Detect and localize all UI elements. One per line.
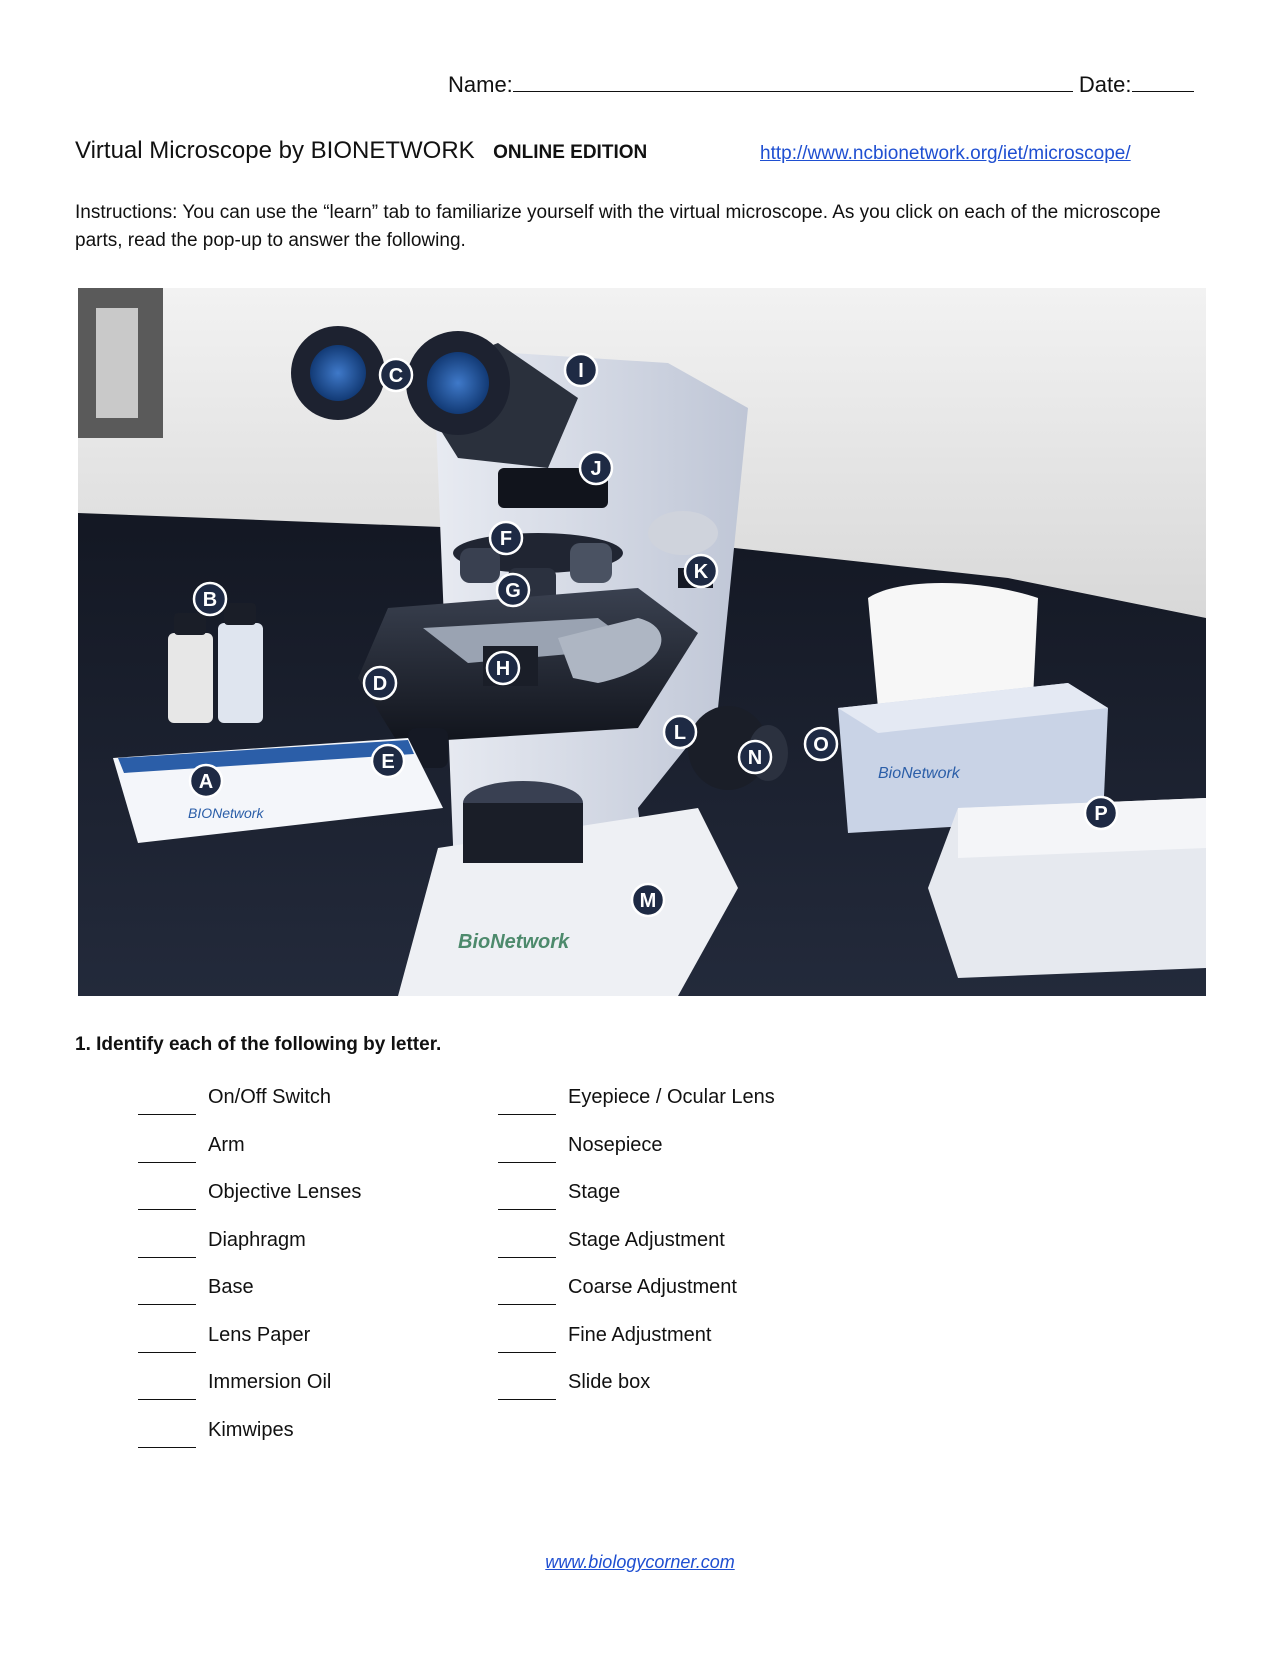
- marker-letter: P: [1094, 803, 1108, 825]
- marker-letter: E: [381, 751, 395, 773]
- marker-o: [805, 728, 837, 760]
- lens-paper-text: BIONetwork: [188, 805, 264, 821]
- answer-blank[interactable]: [138, 1162, 196, 1163]
- marker-l: [664, 716, 696, 748]
- base-logo-text: BioNetwork: [458, 931, 570, 953]
- title-edition: ONLINE EDITION: [493, 142, 648, 163]
- answer-item: [138, 1324, 498, 1354]
- answer-blank[interactable]: [138, 1257, 196, 1258]
- microscope-image: [78, 288, 1206, 996]
- answer-item: [138, 1371, 498, 1401]
- part-label: Nosepiece: [568, 1133, 663, 1156]
- part-label: Lens Paper: [208, 1323, 311, 1346]
- part-label: Stage: [568, 1181, 621, 1203]
- marker-c: [380, 359, 412, 391]
- microscope-link[interactable]: http://www.ncbionetwork.org/iet/microscope/: [760, 143, 1131, 164]
- part-label: Fine Adjustment: [568, 1323, 712, 1346]
- answer-blank[interactable]: [498, 1114, 556, 1115]
- marker-letter: F: [499, 528, 513, 550]
- answer-item: [138, 1229, 498, 1259]
- answer-blank[interactable]: [138, 1399, 196, 1400]
- answer-blank[interactable]: [498, 1304, 556, 1305]
- answer-item: [498, 1276, 858, 1306]
- part-label: On/Off Switch: [208, 1086, 332, 1108]
- part-label: Slide box: [568, 1371, 651, 1393]
- marker-j: [580, 452, 612, 484]
- answer-item: [498, 1324, 858, 1354]
- microscope-illustration: [78, 288, 1206, 996]
- answer-item: [138, 1086, 498, 1116]
- answer-blank[interactable]: [138, 1304, 196, 1305]
- marker-p: [1085, 797, 1117, 829]
- part-label: Arm: [208, 1133, 245, 1156]
- answer-blank[interactable]: [498, 1257, 556, 1258]
- marker-a: [190, 765, 222, 797]
- answer-item: [498, 1371, 858, 1401]
- marker-e: [372, 745, 404, 777]
- marker-k: [685, 555, 717, 587]
- name-field[interactable]: [513, 73, 1073, 92]
- name-date-row: [448, 72, 1194, 98]
- date-label: Date:: [1078, 72, 1132, 97]
- marker-letter: B: [202, 589, 218, 611]
- marker-letter: D: [372, 673, 388, 695]
- name-label: Name:: [448, 72, 513, 97]
- marker-letter: J: [590, 458, 602, 480]
- instructions-text: Instructions: You can use the “learn” tab to familiarize yourself with the virtual microscope. As you click on each of the microscope parts, read the pop-up to answer the following.: [75, 202, 1161, 251]
- part-label: Diaphragm: [208, 1228, 306, 1251]
- date-field[interactable]: [1132, 73, 1194, 92]
- marker-d: [364, 667, 396, 699]
- part-label: Kimwipes: [208, 1418, 294, 1441]
- marker-letter: A: [198, 771, 214, 793]
- worksheet-title: [75, 137, 647, 165]
- answer-blank[interactable]: [138, 1352, 196, 1353]
- marker-letter: K: [693, 561, 709, 583]
- answer-blank[interactable]: [138, 1209, 196, 1210]
- part-label: Eyepiece / Ocular Lens: [568, 1086, 775, 1108]
- answer-item: [498, 1086, 858, 1116]
- answer-blank[interactable]: [498, 1352, 556, 1353]
- part-label: Base: [208, 1276, 254, 1298]
- footer-link[interactable]: www.biologycorner.com: [545, 1552, 735, 1572]
- part-label: Coarse Adjustment: [568, 1276, 737, 1298]
- answer-blank[interactable]: [498, 1209, 556, 1210]
- marker-letter: G: [505, 580, 521, 602]
- answer-blank[interactable]: [498, 1162, 556, 1163]
- answer-blank[interactable]: [138, 1447, 196, 1448]
- marker-i: [565, 354, 597, 386]
- answer-blank[interactable]: [498, 1399, 556, 1400]
- marker-letter: C: [388, 365, 404, 387]
- answer-item: [138, 1134, 498, 1164]
- question-1: 1. Identify each of the following by letter.: [75, 1034, 442, 1055]
- marker-letter: N: [747, 747, 763, 769]
- part-label: Stage Adjustment: [568, 1228, 725, 1251]
- marker-m: [632, 884, 664, 916]
- marker-letter: M: [639, 890, 657, 912]
- marker-letter: I: [578, 360, 584, 382]
- answer-item: [498, 1134, 858, 1164]
- part-label: Objective Lenses: [208, 1181, 362, 1203]
- answer-item: [138, 1276, 498, 1306]
- marker-letter: H: [495, 658, 511, 680]
- answer-blank[interactable]: [138, 1114, 196, 1115]
- marker-h: [487, 652, 519, 684]
- marker-b: [194, 583, 226, 615]
- answer-item: [138, 1181, 498, 1211]
- marker-letter: L: [673, 722, 687, 744]
- marker-f: [490, 522, 522, 554]
- answer-item: [498, 1181, 858, 1211]
- marker-n: [739, 741, 771, 773]
- answer-item: [138, 1419, 498, 1449]
- title-main: Virtual Microscope by BIONETWORK: [75, 137, 475, 164]
- marker-letter: O: [813, 734, 829, 756]
- answer-item: [498, 1229, 858, 1259]
- marker-g: [497, 574, 529, 606]
- tissue-box-text: BioNetwork: [878, 765, 960, 782]
- part-label: Immersion Oil: [208, 1371, 332, 1393]
